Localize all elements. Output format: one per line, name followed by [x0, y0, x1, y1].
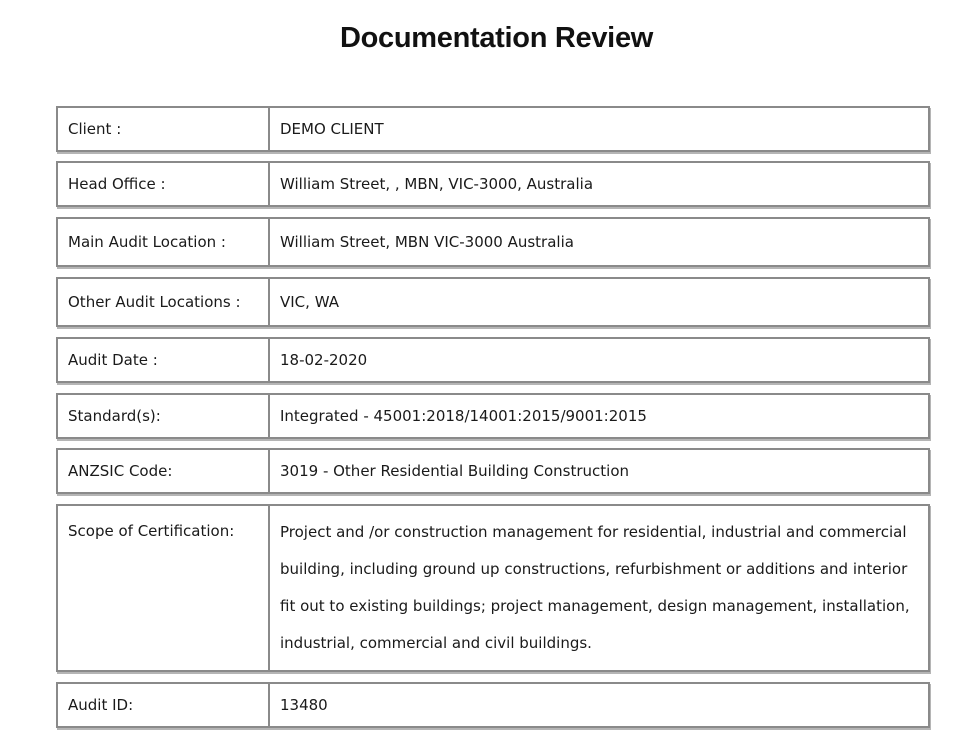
head-office-value: William Street, , MBN, VIC-3000, Australia [280, 175, 594, 193]
row-scope-of-certification [56, 504, 930, 672]
other-audit-locations-value: VIC, WA [280, 293, 339, 311]
client-label: Client : [58, 108, 270, 150]
audit-date-label: Audit Date : [58, 339, 270, 381]
anzsic-code-label: ANZSIC Code: [58, 450, 270, 492]
anzsic-code-value: 3019 - Other Residential Building Construction [280, 462, 629, 480]
audit-date-value: 18-02-2020 [280, 351, 368, 369]
row-standards [56, 393, 930, 439]
row-client [56, 106, 930, 152]
row-main-audit-location [56, 217, 930, 267]
standards-value: Integrated - 45001:2018/14001:2015/9001:2015 [280, 407, 647, 425]
audit-id-label: Audit ID: [58, 684, 270, 726]
other-audit-locations-label: Other Audit Locations : [58, 279, 270, 325]
row-head-office [56, 161, 930, 207]
row-audit-date [56, 337, 930, 383]
standards-label: Standard(s): [58, 395, 270, 437]
audit-id-value: 13480 [280, 696, 328, 714]
row-audit-id [56, 682, 930, 728]
row-other-audit-locations [56, 277, 930, 327]
row-anzsic-code [56, 448, 930, 494]
head-office-label: Head Office : [58, 163, 270, 205]
main-audit-location-value: William Street, MBN VIC-3000 Australia [280, 233, 574, 251]
client-value: DEMO CLIENT [280, 120, 384, 138]
scope-of-certification-label: Scope of Certification: [58, 506, 270, 670]
main-audit-location-label: Main Audit Location : [58, 219, 270, 265]
page-title: Documentation Review [339, 22, 654, 54]
scope-of-certification-value: Project and /or construction management for residential, industrial and commercial building, including ground up constructions, refurbishment or additions and interior fit out to existing buildings; project management, design management, installation, industrial, commercial and civil buildings. [280, 523, 910, 652]
